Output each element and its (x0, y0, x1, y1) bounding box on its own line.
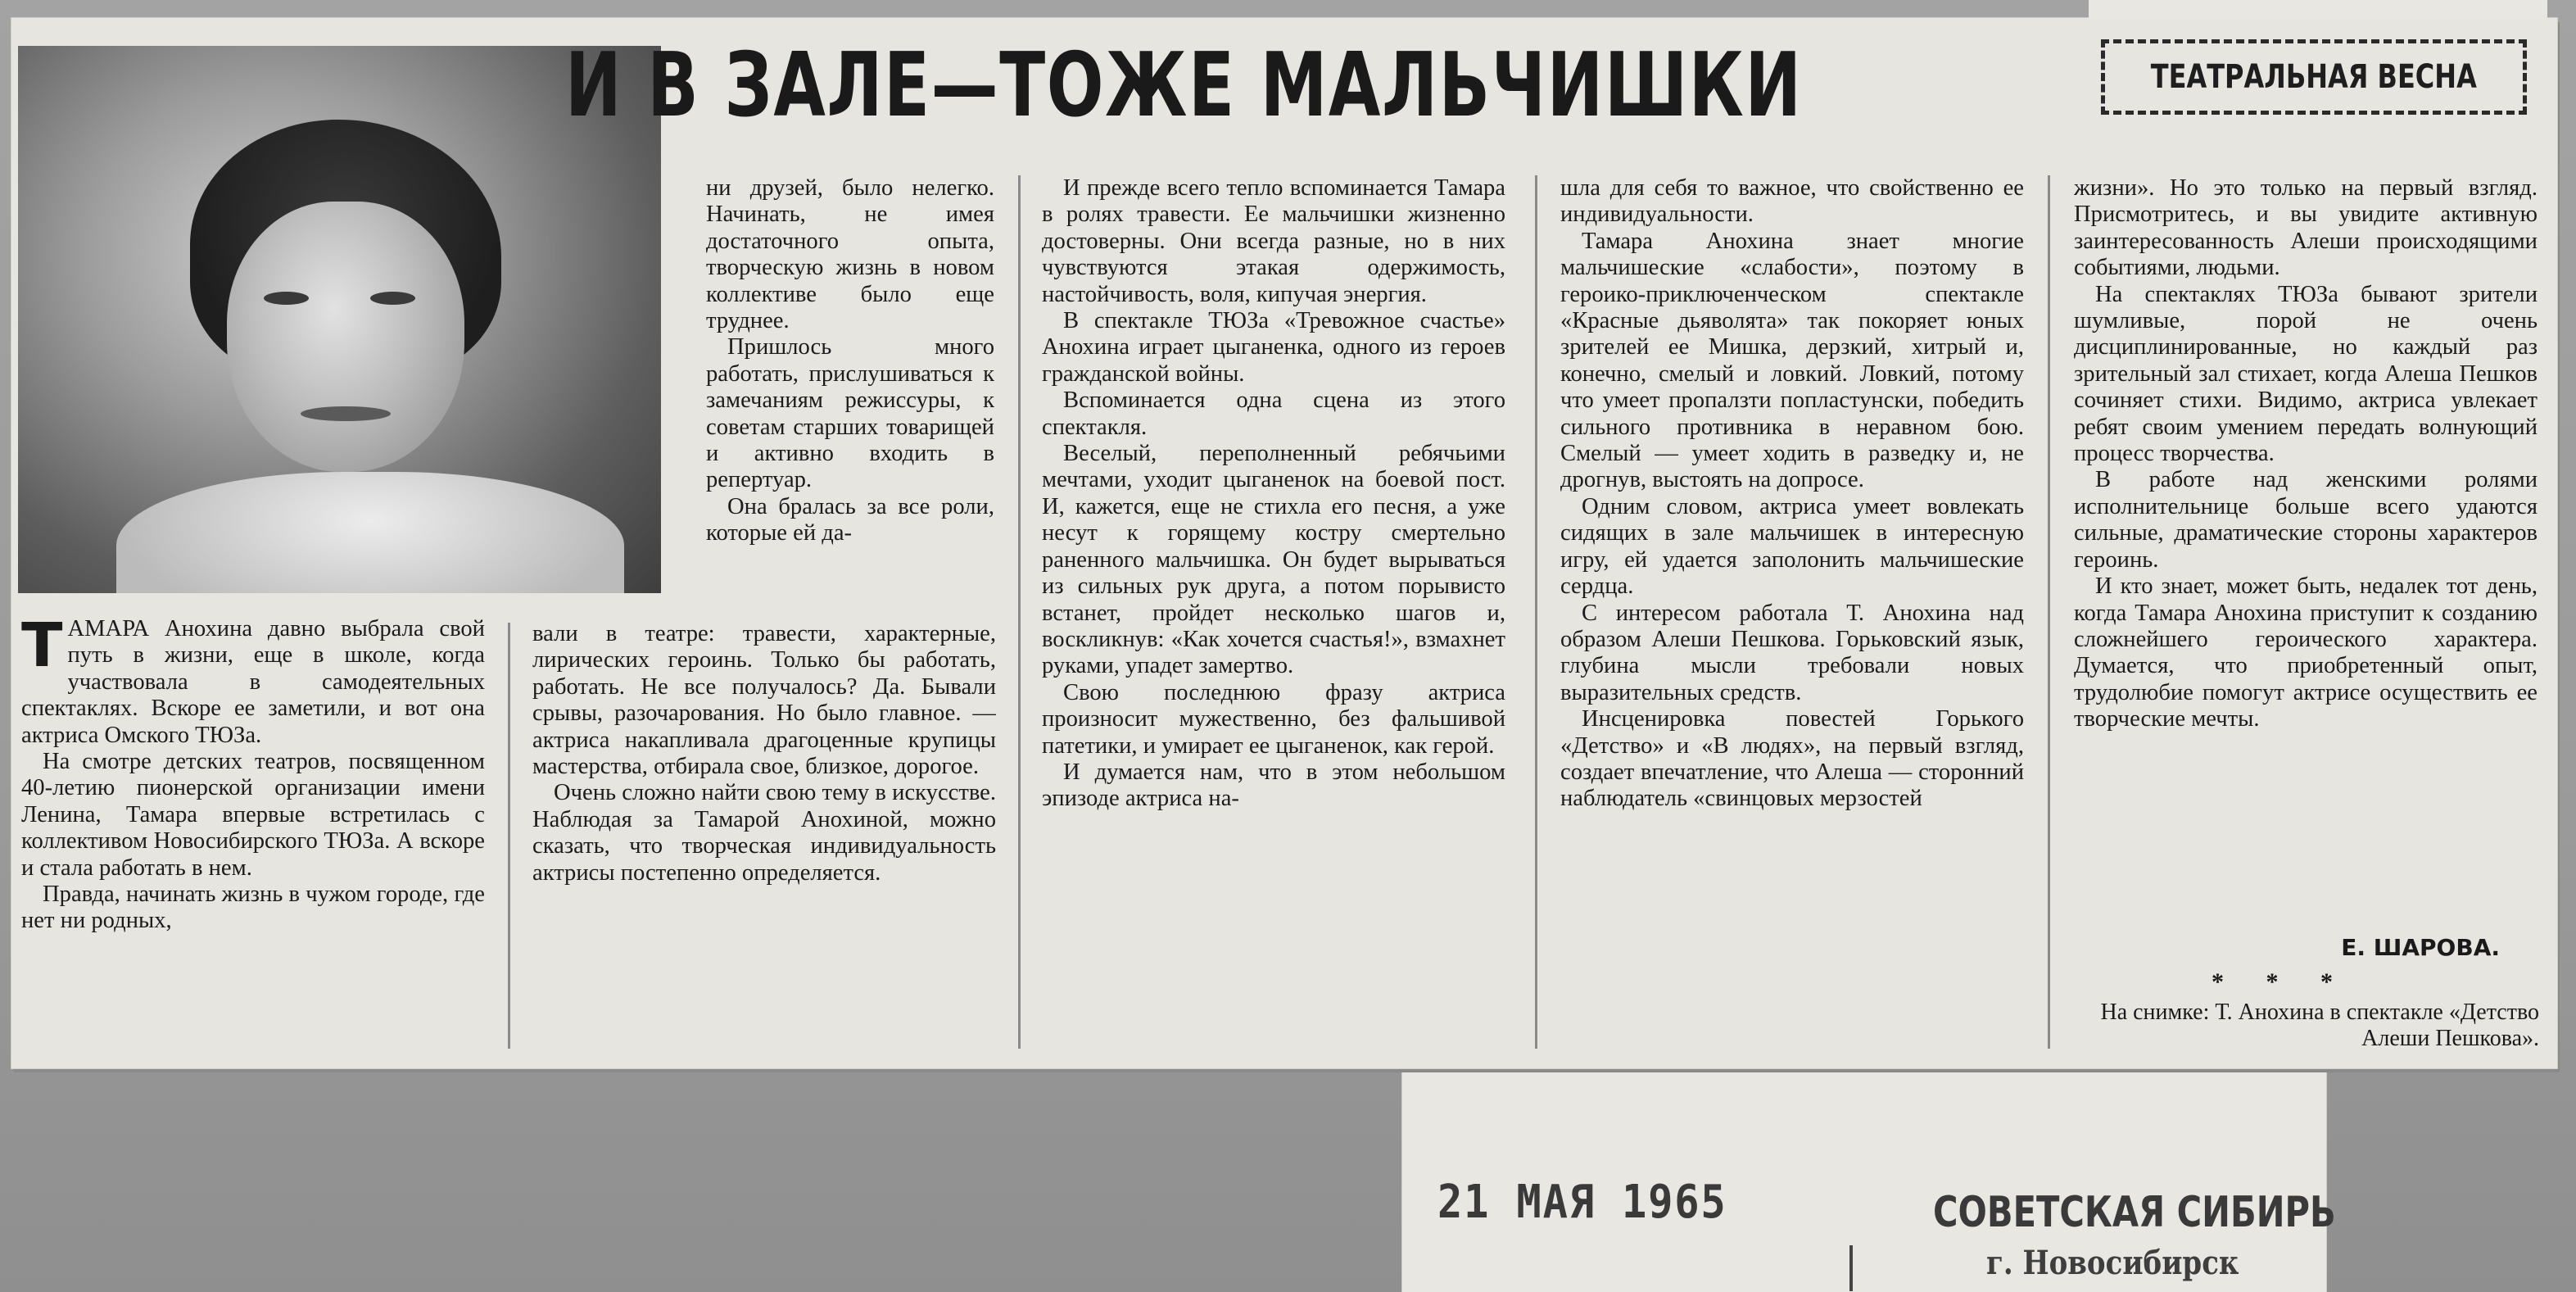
paragraph: На смотре детских театров, посвященном 40-летию пионерской организации имени Ленина, Тамара впервые встретилась с коллективом Новосибирского ТЮЗа. А вскоре и стала работать в нем. (21, 749, 485, 881)
column-rule (1535, 175, 1537, 1049)
article-column-5 (2074, 175, 2538, 962)
paragraph: Свою последнюю фразу актриса произносит мужественно, без фальшивой патетики, и умирает ее цыганенок, как герой. (1042, 679, 1505, 759)
column-rule (1018, 175, 1021, 1049)
paragraph: Вспоминается одна сцена из этого спектакля. (1042, 388, 1505, 440)
photo-collar (116, 472, 624, 593)
article-headline: И В ЗАЛЕ—ТОЖЕ МАЛЬЧИШКИ (565, 34, 1803, 137)
paragraph (21, 616, 485, 749)
paragraph: вали в театре: травести, характерные, лирических героинь. Только бы работать, работать. Не все получалось? Да. Бывали срывы, разочарования. Но было главное. — актриса накапливала драгоценные крупицы мастерства, отбирала свое, близкое, дорогое. (532, 621, 996, 780)
photo-mouth (301, 406, 391, 421)
drop-cap: Т (21, 616, 63, 681)
photo-eye-right (370, 292, 415, 305)
paragraph: И думается нам, что в этом небольшом эпизоде актриса на- (1042, 759, 1505, 812)
paragraph: Она бралась за все роли, которые ей да- (706, 493, 994, 546)
paragraph: ни друзей, было нелегко. Начинать, не имея достаточного опыта, творческую жизнь в новом коллективе было еще труднее. (706, 175, 994, 334)
article-column-3 (1042, 175, 1505, 1052)
newspaper-name-stamp: СОВЕТСКАЯ СИБИРЬ (1933, 1188, 2336, 1237)
paragraph: На спектаклях ТЮЗа бывают зрители шумливые, порой не очень дисциплинированные, но каждый раз зрительный зал стихает, когда Алеша Пешков сочиняет стихи. Видимо, актриса увлекает ребят своим умением передать волнующий процесс творчества. (2074, 281, 2538, 467)
paragraph: Очень сложно найти свою тему в искусстве. Наблюдая за Тамарой Анохиной, можно сказать, что творческая индивидуальность актрисы постепенно определяется. (532, 780, 996, 886)
separator-stars: * * * (2212, 968, 2351, 995)
paragraph: Веселый, переполненный ребячьими мечтами, уходит цыганенок на боевой пост. И, кажется, еще не стихла его песня, а уже несут к горящему костру смертельно раненного мальчишка. Он будет вырываться из сильных рук друга, а потом порывисто встанет, пройдет несколько шагов и, воскликнув: «Как хочется счастья!», взмахнет руками, упадет замертво. (1042, 441, 1505, 679)
paragraph: шла для себя то важное, что свойственно ее индивидуальности. (1560, 175, 2024, 228)
date-stamp: 21 МАЯ 1965 (1437, 1176, 1727, 1229)
paragraph: Инсценировка повестей Горького «Детство» и «В людях», на первый взгляд, создает впечатление, что Алеша — сторонний наблюдатель «свинцовых мерзостей (1560, 706, 2024, 812)
rubric-label: ТЕАТРАЛЬНАЯ ВЕСНА (2150, 58, 2478, 96)
paragraph: Одним словом, актриса умеет вовлекать сидящих в зале мальчишек в интересную игру, ей удается заполонить мальчишеские сердца. (1560, 493, 2024, 600)
column-rule (508, 623, 510, 1049)
article-column-4 (1560, 175, 2024, 1052)
paragraph: Пришлось много работать, прислушиваться к замечаниям режиссуры, к советам старших товарищей и активно входить в репертуар. (706, 334, 994, 493)
column-rule (2048, 175, 2050, 1049)
paragraph-text: АМАРА Анохина давно выбрала свой путь в жизни, еще в школе, когда участвовала в самодеятельных спектаклях. Вскоре ее заметили, и вот она актриса Омского ТЮЗа. (21, 616, 485, 748)
article-column-2 (706, 175, 994, 600)
paragraph: С интересом работала Т. Анохина над образом Алеши Пешкова. Горьковский язык, глубина мысли требовали новых выразительных средств. (1560, 600, 2024, 705)
clipping-corner (2089, 0, 2547, 20)
city-stamp: г. Новосибирск (1986, 1244, 2239, 1282)
paragraph: В работе над женскими ролями исполнительнице больше всего удаются сильные, драматические стороны характеров героинь. (2074, 467, 2538, 573)
paragraph: Правда, начинать жизнь в чужом городе, где нет ни родных, (21, 882, 485, 934)
article-column-2-lower (532, 621, 996, 1052)
paragraph: И прежде всего тепло вспоминается Тамара в ролях травести. Ее мальчишки жизненно достоверны. Они всегда разные, но в них чувствуются этакая одержимость, настойчивость, воля, кипучая энергия. (1042, 175, 1505, 307)
photo-caption: На снимке: Т. Анохина в спектакле «Детство Алеши Пешкова». (2100, 1000, 2539, 1051)
rubric-box (2101, 39, 2527, 115)
paragraph: В спектакле ТЮЗа «Тревожное счастье» Анохина играет цыганенка, одного из героев гражданской войны. (1042, 308, 1505, 387)
paragraph: Тамара Анохина знает многие мальчишеские «слабости», поэтому в героико-приключенческом спектакле «Красные дьяволята» так покоряет юных зрителей ее Мишка, дерзкий, хитрый и, конечно, смелый и ловкий. Ловкий, потому что умеет пропалзти попластунски, победить сильного противника в неравном бою. Смелый — умеет ходить в разведку и, не дрогнув, выстоять на допросе. (1560, 228, 2024, 493)
ink-mark (1849, 1245, 1853, 1291)
paragraph: И кто знает, может быть, недалек тот день, когда Тамара Анохина приступит к созданию сложнейшего героического характера. Думается, что приобретенный опыт, трудолюбие помогут актрисе осуществить ее творческие мечты. (2074, 573, 2538, 732)
article-column-1 (21, 616, 485, 1052)
author-byline: Е. ШАРОВА. (2341, 934, 2500, 961)
paragraph: жизни». Но это только на первый взгляд. Присмотритесь, и вы увидите активную заинтересованность Алеши происходящими событиями, людьми. (2074, 175, 2538, 281)
photo-eye-left (264, 292, 309, 305)
photo-face (227, 202, 464, 472)
